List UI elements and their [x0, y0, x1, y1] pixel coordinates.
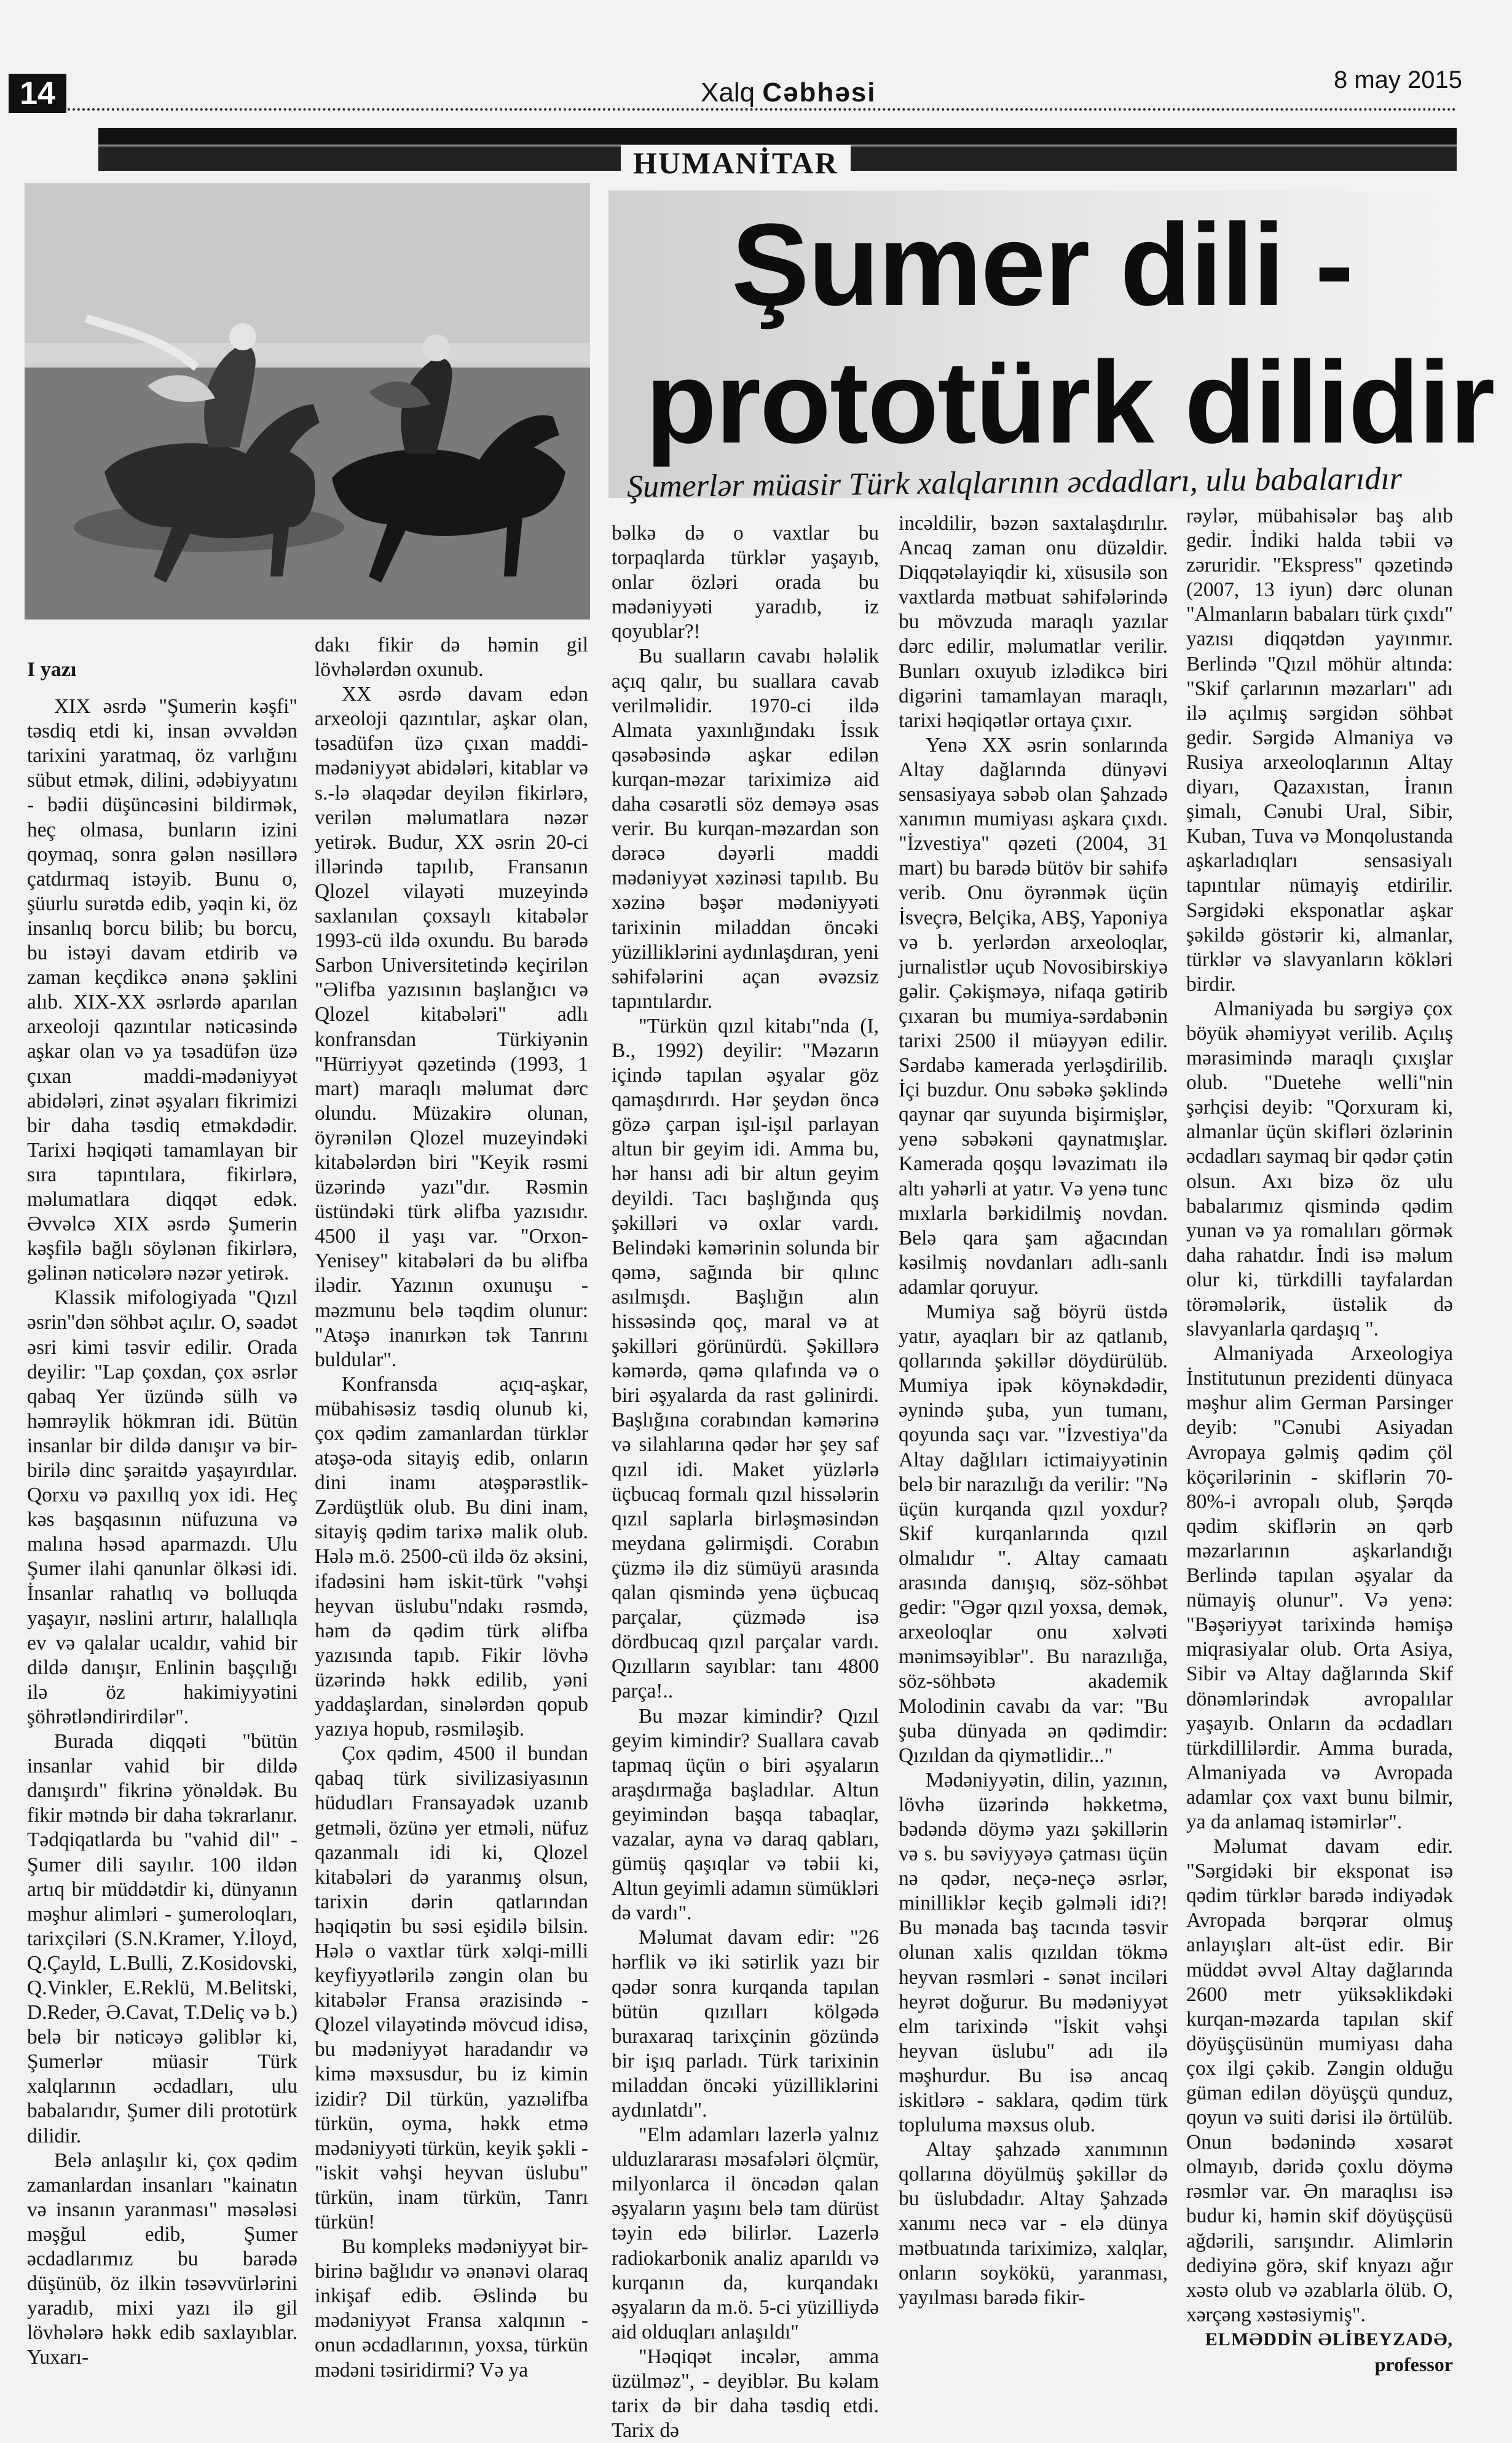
paragraph: Bu kompleks mədəniyyət bir-birinə bağlıdır və ənənəvi olaraq inkişaf edib. Əslində bu mədəniyyət Fransa xalqının - onun əcdadlarının, yoxsa, türkün mədəni təsiridirmi? Və ya — [315, 2235, 588, 2382]
paragraph: rəylər, mübahisələr baş alıb gedir. İndiki halda təbii və zəruridir. "Ekspress" qəzetində (2007, 13 iyun) dərc olunan "Almanların babaları türk çıxdı" yazısı diqqətdən yayınmır. Berlində "Qızıl möhür altında: "Skif çarlarının məzarları" adı ilə açılmış sərgidən söhbət gedir. Sərgidə Almaniya və Rusiya arxeoloqlarının Altay diyarı, Qazaxıstan, İranın şimalı, Cənubi Ural, Sibir, Kuban, Tuva və Monqolustanda aşkarladıqları sensasiyalı tapıntılar nümayiş etdirilir. Sərgidəki eksponatlar aşkar şəkildə göstərir ki, almanlar, türklər və slavyanların kökləri birdir. — [1186, 505, 1453, 996]
paragraph: Bu məzar kimindir? Qızıl geyim kimindir? Suallara cavab tapmaq üçün o biri əşyaların araşdırmağa başladılar. Altun geyimindən başqa tabaqlar, vazalar, ayna və daraq qabları, gümüş qaşıqlar və təbii ki, Altun geyimli adamın sümükləri də vardı". — [612, 1704, 879, 1925]
article-column-4 — [899, 511, 1168, 2309]
author-title: professor — [1374, 2353, 1453, 2376]
newspaper-name-main: Cəbhəsi — [762, 77, 876, 108]
paragraph: Burada diqqəti "bütün insanlar vahid bir dildə danışırdı" fikrinə yönəldək. Bu fikir mətndə bir daha təkrarlanır. Tədqiqatlarda bu "vahid dil" - Şumer dili sayılır. 100 ildən artıq bir müddətdir ki, dünyanın məşhur alimləri - şumeroloqları, tarixçiləri (S.N.Kramer, Y.İloyd, Q.Çayld, L.Bulli, Z.Kosidovski, Q.Vinkler, E.Reklü, M.Belitski, D.Reder, Ə.Cavat, T.Deliç və b.) belə bir nəticəyə gəliblər ki, Şumerlər müasir Türk xalqlarının əcdadları, ulu babalarıdır, Şumer dili prototürk dilidir. — [27, 1730, 297, 2147]
paragraph: "Türkün qızıl kitabı"nda (I, B., 1992) deyilir: "Məzarın içində tapılan əşyalar göz qamaşdırırdı. Hər şeydən öncə gözə çarpan işıl-işıl parlayan altun bir geyim idi. Amma bu, hər hansı adi bir altun geyim deyildi. Tacı başlığında quş şəkilləri və oxlar vardı. Belindəki kəmərinin solunda bir qəmə, sağında bir qılınc asılmışdı. Başlığın alın hissəsində qoç, maral və at şəkilləri görünürdü. Şəkillərə kəmərdə, qəmə qılafında və o biri əşyalarda da rast gəlinirdi. Başlığına corabından kəmərinə və silahlarına qədər hər şey saf qızıl idi. Maket yüzlərlə üçbucaq formalı qızıl hissələrin qızıl saplarla birləşməsindən meydana gəlirmişdi. Corabın çüzmə ilə diz sümüyü arasında qalan qismində yenə üçbucaq parçalar, çüzmədə isə dördbucaq qızıl parçalar vardı. Qızılların sayıblar: tanı 4800 parça!.. — [612, 1014, 879, 1703]
paragraph: Mumiya sağ böyrü üstdə yatır, ayaqları bir az qatlanıb, qollarında şəkillər döydürülüb. Mumiya ipək köynəkdədir, əynində şuba, yun tumanı, qoyunda saçı var. "İzvestiya"da Altay dağlıları ictimaiyyətinin belə bir narazılığı da verilir: "Nə üçün kurqanda qızıl yoxdur? Skif kurqanlarında qızıl olmalıdır ". Altay camaatı arasında danışıq, söz-söhbət gedir: "Əgər qızıl yoxsa, demək, arxeoloqlar onu xəlvəti mənimsəyiblər". Bu narazılığa, söz-söhbətə akademik Molodinin cavabı da var: "Bu şuba dünyada ən qədimdir: Qızıldan da qiymətlidir..." — [899, 1300, 1168, 1767]
paragraph: XX əsrdə davam edən arxeoloji qazıntılar, aşkar olan, təsadüfən üzə çıxan maddi-mədəniyyət abidələri, kitablar və s.-lə əlaqədar deyilən fikirlərə, verilən məlumatlara nəzər yetirək. Budur, XX əsrin 20-ci illərində tapılıb, Fransanın Qlozel vilayəti muzeyində saxlanılan çoxsaylı kitabələr 1993-cü ildə oxundu. Bu barədə Sarbon Universitetində keçirilən "Əlifba yazısının başlanğıcı və Qlozel kitabələri" adlı konfransdan Türkiyənin "Hürriyyət qəzetində (1993, 1 mart) maraqlı məlumat dərc olundu. Müzakirə olunan, öyrənilən Qlozel muzeyindəki kitabələrdən biri "Keyik rəsmi üzərində yazı"dır. Rəsmin üstündəki türk əlifba yazısıdır. 4500 il yaşı var. "Orxon-Yenisey" kitabələri də bu əlifba ilədir. Yazının oxunuşu - məzmunu belə təqdim olunur: "Atəşə inanırkən tək Tanrını buldular". — [315, 683, 588, 1371]
paragraph: Məlumat davam edir: "26 hərflik və iki sətirlik yazı bir qədər sonra kurqanda tapılan bütün qızılları kölgədə buraxaraq tarixçinin gözündə bir işıq parladı. Türk tarixinin miladdan öncəki yüzilliklərini aydınlatdı". — [612, 1926, 879, 2122]
article-column-3 — [612, 521, 879, 2442]
article-column-5 — [1186, 504, 1453, 2376]
newspaper-name-prefix: Xalq — [701, 77, 755, 108]
paragraph: XIX əsrdə "Şumerin kəşfi" təsdiq etdi ki, insan əvvəldən tarixini yaratmaq, öz varlığını sübut etmək, dilini, ədəbiyyatını - bədii düşüncəsini bildirmək, heç olmasa, bunların izini qoymaq, sonra gələn nəsillərə çatdırmaq istəyib. Bunu o, şüurlu surətdə edib, yəqin ki, öz insanlıq borcu bilib; bu borcu, bu istəyi davam etdirib və zaman keçdikcə ənənə şəklini alıb. XIX-XX əsrlərdə aparılan arxeoloji qazıntılar nəticəsində aşkar olan və ya təsadüfən üzə çıxan maddi-mədəniyyət abidələri, zinət əşyaları fikrimizi bir daha təsdiq etməkdədir. Tarixi həqiqəti tamamlayan bir sıra tapıntılara, fikirlərə, məlumatlara diqqət edək. Əvvəlcə XIX əsrdə Şumerin kəşfilə bağlı söylənən fikirlərə, gəlinən nəticələrə nəzər yetirək. — [27, 695, 297, 1285]
subheadline: Şumerlər müasir Türk xalqlarının əcdadları, ulu babalarıdır — [626, 461, 1403, 505]
horse-riders-photo — [25, 183, 590, 620]
paragraph: Belə anlaşılır ki, çox qədim zamanlardan insanları "kainatın və insanın yaranması" məsələsi məşğul edib, Şumer əcdadlarımız bu barədə düşünüb, öz ilkin təsəvvürlərini yaradıb, mixi yazı ilə gil lövhələrə həkk edib saxlayıblar. Yuxarı- — [27, 2149, 297, 2369]
newspaper-name — [701, 77, 876, 108]
paragraph: Almaniyada bu sərgiyə çox böyük əhəmiyyət verilib. Açılış mərasimində maraqlı çıxışlar olub. "Duetehe welli"nin şərhçisi deyib: "Qorxuram ki, almanlar üçün skifləri özlərinin əcdadları saymaq bir qədər çətin olsun. Axı bizə öz ulu babalarımız qismində qədim yunan və ya romalıları görmək daha rahatdır. İndi isə məlum olur ki, türkdilli tayfalardan törəmələrik, üstəlik də slavyanlarla qardaşıq ". — [1186, 997, 1453, 1341]
paragraph: Çox qədim, 4500 il bundan qabaq türk sivilizasiyasının hüdudları Fransayadək uzanıb getməli, özünə yer etməli, nüfuz qazanmalı idi ki, Qlozel kitabələri də yaranmış olsun, tarixin dərin qatlarından həqiqətin bu səsi eşidilə bilsin. Hələ o vaxtlar türk xəlqi-milli keyfiyyətlərilə zəngin olan bu kitabələr Fransa ərazisində - Qlozel vilayətində mövcud idisə, bu mədəniyyət haradandır və kimə məxsusdur, bu iz kimin izidir? Dil türkün, yazıəlifba türkün, oyma, həkk etmə mədəniyyəti türkün, keyik şəkli - "iskit vəhşi heyvan üslubu" türkün, inam türkün, Tanrı türkün! — [315, 1742, 588, 2233]
article-column-2 — [315, 633, 588, 2382]
paragraph: Mədəniyyətin, dilin, yazının, lövhə üzərində həkketmə, bədəndə döymə yazı şəkillərin və s. bu səviyyəyə çatması üçün nə qədər, neçə-neçə əsrlər, minilliklər keçib gəlməli idi?! Bu mənada baş tacında təsvir olunan xalis qızıldan tökmə heyvan rəsmləri - sənət inciləri heyrət doğurur. Bu mədəniyyət elm tarixində "İskit vəhşi heyvan üslubu" adı ilə məşhurdur. Bu isə ancaq iskitlərə - saklara, qədim türk topluluma məxsus olub. — [899, 1768, 1168, 2137]
headline-block — [608, 191, 1494, 498]
page-number: 14 — [9, 74, 66, 113]
paragraph: Almaniyada Arxeologiya İnstitutunun prezidenti dünyaca məşhur alim German Parsinger deyib: "Cənubi Asiyadan Avropaya gəlmiş qədim çöl köçərilərinin - skiflərin 70-80%-i avropalı olub, Şərqdə qədim skiflərin ən qərb məzarlarının aşkarlandığı Berlində tapılan əşyalar da nümayiş olunur". Və yenə: "Bəşəriyyət tarixində həmişə miqrasiyalar olub. Orta Asiya, Sibir və Altay dağlarında Skif dönəmlərindək avropalılar yaşayıb. Onların da əcdadları türkdillilərdir. Amma burada, Almaniyada və Avropada adamlar çox vaxt bunu bilmir, ya da anlamaq istəmirlər". — [1186, 1342, 1453, 1833]
paragraph: Bu sualların cavabı hələlik açıq qalır, bu suallara cavab verilməlidir. 1970-ci ildə Almata yaxınlığındakı İssık qəsəbəsində aşkar edilən kurqan-məzar tariximizə aid daha cəsarətli söz deməyə əsas verir. Bu kurqan-məzardan son dərəcə dəyərli maddi mədəniyyət xəzinəsi tapılıb. Bu xəzinə bəşər mədəniyyəti tarixinin miladdan öncəki yüzilliklərini aydınlaşdıran, yeni səhifələrini açan əvəzsiz tapıntılardır. — [612, 645, 879, 1013]
paragraph: "Elm adamları lazerlə yalnız ulduzlararası məsafələri ölçmür, milyonlarca il öncədən qalan əşyaların yaşını belə tam dürüst təyin edə bilirlər. Lazerlə radiokarbonik analiz aparıldı və kurqanın da, kurqandakı əşyaların da m.ö. 5-ci yüzilliydə aid olduqları anlaşıldı" — [612, 2123, 879, 2343]
paragraph: Konfransda açıq-aşkar, mübahisəsiz təsdiq olunub ki, çox qədim zamanlardan türklər atəşə-oda sitayiş edib, onların dini inamı atəşpərəstlik-Zərdüştlük olub. Bu dini inam, sitayiş qədim tarixə malik olub. Hələ m.ö. 2500-cü ildə öz əksini, ifadəsini həm iskit-türk "vəhşi heyvan üslubu"ndakı rəsmdə, həm də qədim türk əlifba yazısında tapıb. Fikir lövhə üzərində həkk edilib, yəni yaddaşlardan, sinələrdən qopub yazıya hopub, rəsmiləşib. — [315, 1372, 588, 1741]
headline-line-2: prototürk dilidir — [645, 337, 1494, 468]
paragraph: incəldilir, bəzən saxtalaşdırılır. Ancaq zaman onu düzəldir. Diqqətəlayiqdir ki, xüsusilə son vaxtlarda mətbuat səhifələrində bu mövzuda maraqlı yazılar dərc edilir, məlumatlar verilir. Bunları oxuyub izlədikcə biri digərini tamamlayan maraqlı, tarixi həqiqətlər ortaya çıxır. — [899, 512, 1168, 732]
article-photo — [25, 183, 590, 620]
paragraph: dakı fikir də həmin gil lövhələrdən oxunub. — [315, 634, 588, 682]
author-signature: ELMƏDDİN ƏLİBEYZADƏ, — [1205, 2329, 1453, 2350]
paragraph: bəlkə də o vaxtlar bu torpaqlarda türklər yaşayıb, onlar özləri orada bu mədəniyyəti yaradıb, iz qoyublar?! — [612, 522, 879, 643]
paragraph: Altay şahzadə xanımının qollarına döyülmüş şəkillər də bu üslubdadır. Altay Şahzadə xanımı necə var - elə dünya mətbuatında tariximizə, xalqlar, onların soykökü, yaranması, yayılması barədə fikir- — [899, 2138, 1168, 2309]
header-divider — [68, 108, 1457, 111]
article-part-label: I yazı — [27, 658, 77, 681]
headline-line-1: Şumer dili - — [731, 200, 1353, 330]
paragraph: "Həqiqət incələr, amma üzülməz", - deyiblər. Bu kəlam tarix də bir daha təsdiq etdi. Tarix də — [612, 2345, 879, 2442]
paragraph: Klassik mifologiyada "Qızıl əsrin"dən söhbət açılır. O, səadət əsri kimi təsvir edilir. Orada deyilir: "Lap çoxdan, çox əsrlər qabaq Yer üzündə sülh və həmrəylik hökmran idi. Bütün insanlar bir dildə danışır və bir-birilə dinc şəraitdə yaşayırdılar. Qorxu və paxıllıq yox idi. Heç kəs başqasının nüfuzuna və malına həsəd aparmazdı. Ulu Şumer ilahi qanunlar ölkəsi idi. İnsanlar rahatlıq və bolluqda yaşayır, nəslini artırır, halallıqla ev və qalalar ucaldır, vahid bir dildə danışır, Enlinin başçılığı ilə öz hakimiyyətini şöhrətləndirirdilər". — [27, 1286, 297, 1728]
issue-date: 8 may 2015 — [1334, 66, 1463, 93]
article-column-1 — [27, 658, 297, 2369]
section-label: HUMANİTAR — [621, 145, 851, 181]
paragraph: Yenə XX əsrin sonlarında Altay dağlarında dünyəvi sensasiyaya səbəb olan Şahzadə xanımın mumiyası aşkara çıxdı. "İzvestiya" qəzeti (2004, 31 mart) bu barədə bütöv bir səhifə verib. Onu öyrənmək üçün İsveçrə, Belçika, ABŞ, Yaponiya və b. yerlərdən arxeoloqlar, jurnalistlər uçub Novosibirskiyə gəlir. Çəkişməyə, nifaqa gətirib çıxaran bu mumiya-sərdabənin tarixi 2500 il müəyyən edilir. Sərdabə kamerada yerləşdirilib. İçi buzdur. Onu səbəkə şəklində qaynar qar suyunda bişirmişlər, yenə səbəkəni qaynatmışlar. Kamerada qoşqu ləvazimatı ilə altı yəhərli at yatır. Və yenə tunc mıxlarla bərkidilmiş novdan. Belə qara şam ağacından kəsilmiş novdanları adlı-sanlı adamlar qoruyur. — [899, 733, 1168, 1299]
paragraph: Məlumat davam edir. "Sərgidəki bir eksponat isə qədim türklər barədə indiyədək Avropada bərqərar olmuş anlayışları alt-üst edir. Bir müddət əvvəl Altay dağlarında 2600 metr yüksəklikdəki kurqan-məzarda tapılan skif döyüşçüsünün mumiyası daha çox ilgi çəkib. Zəngin olduğu güman edilən döyüşçü qunduz, qoyun və suiti dərisi ilə örtülüb. Onun bədənində xəsarət olmayıb, dəridə çoxlu döymə rəsmlər var. Ən maraqlısı isə budur ki, həmin skif döyüşçüsü ağdərili, sarışındır. Alimlərin dediyinə görə, skif knyazı ağır xəstə olub və əzablarla ölüb. O, xərçəng xəstəsiymiş". — [1186, 1835, 1453, 2326]
